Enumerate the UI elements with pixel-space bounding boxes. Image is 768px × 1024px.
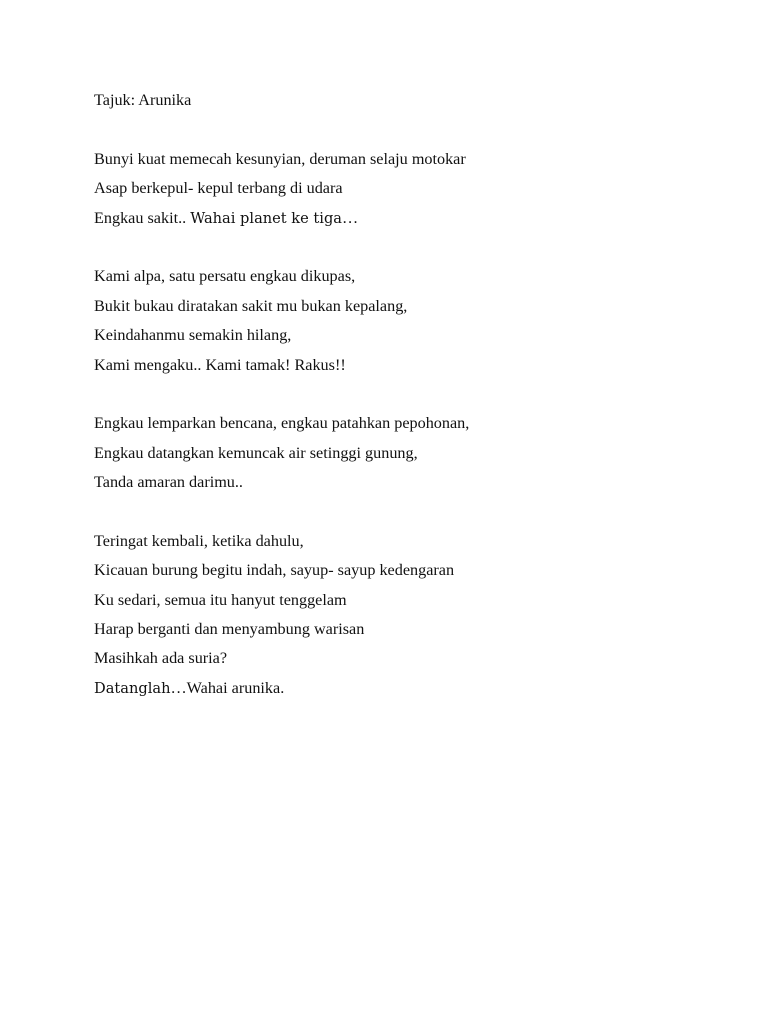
poem-line: Kami mengaku.. Kami tamak! Rakus!! — [94, 355, 346, 374]
emphasis-text: Datanglah — [94, 679, 171, 697]
line-text: Engkau sakit.. — [94, 208, 191, 227]
line-text: … — [342, 208, 359, 227]
poem-line: Bunyi kuat memecah kesunyian, deruman selaju motokar — [94, 149, 466, 168]
poem-line: Kicauan burung begitu indah, sayup- sayup kedengaran — [94, 561, 455, 580]
poem-line: Keindahanmu semakin hilang, — [94, 326, 292, 345]
poem-line — [94, 674, 734, 703]
poem-line: Asap berkepul- kepul terbang di udara — [94, 179, 343, 198]
emphasis-text: Wahai planet ke tiga — [190, 209, 342, 227]
poem-line: Bukit bukau diratakan sakit mu bukan kepalang, — [94, 296, 408, 315]
poem-line: Harap berganti dan menyambung warisan — [94, 620, 365, 639]
poem-title: Tajuk: Arunika — [94, 91, 192, 109]
poem-line: Engkau datangkan kemuncak air setinggi gunung, — [94, 443, 418, 462]
poem-line: Tanda amaran darimu.. — [94, 473, 243, 492]
poem-line: Masihkah ada suria? — [94, 649, 228, 668]
stanza-3 — [94, 409, 734, 497]
poem-line: Ku sedari, semua itu hanyut tenggelam — [94, 590, 347, 609]
document-page — [94, 86, 734, 703]
stanza-2 — [94, 262, 734, 380]
stanza-1 — [94, 145, 734, 233]
stanza-4 — [94, 527, 734, 703]
poem-line: Kami alpa, satu persatu engkau dikupas, — [94, 267, 356, 286]
poem-line: Engkau lemparkan bencana, engkau patahkan pepohonan, — [94, 414, 470, 433]
line-text: …Wahai arunika. — [170, 678, 285, 697]
poem-line — [94, 204, 734, 233]
poem-line: Teringat kembali, ketika dahulu, — [94, 531, 304, 550]
